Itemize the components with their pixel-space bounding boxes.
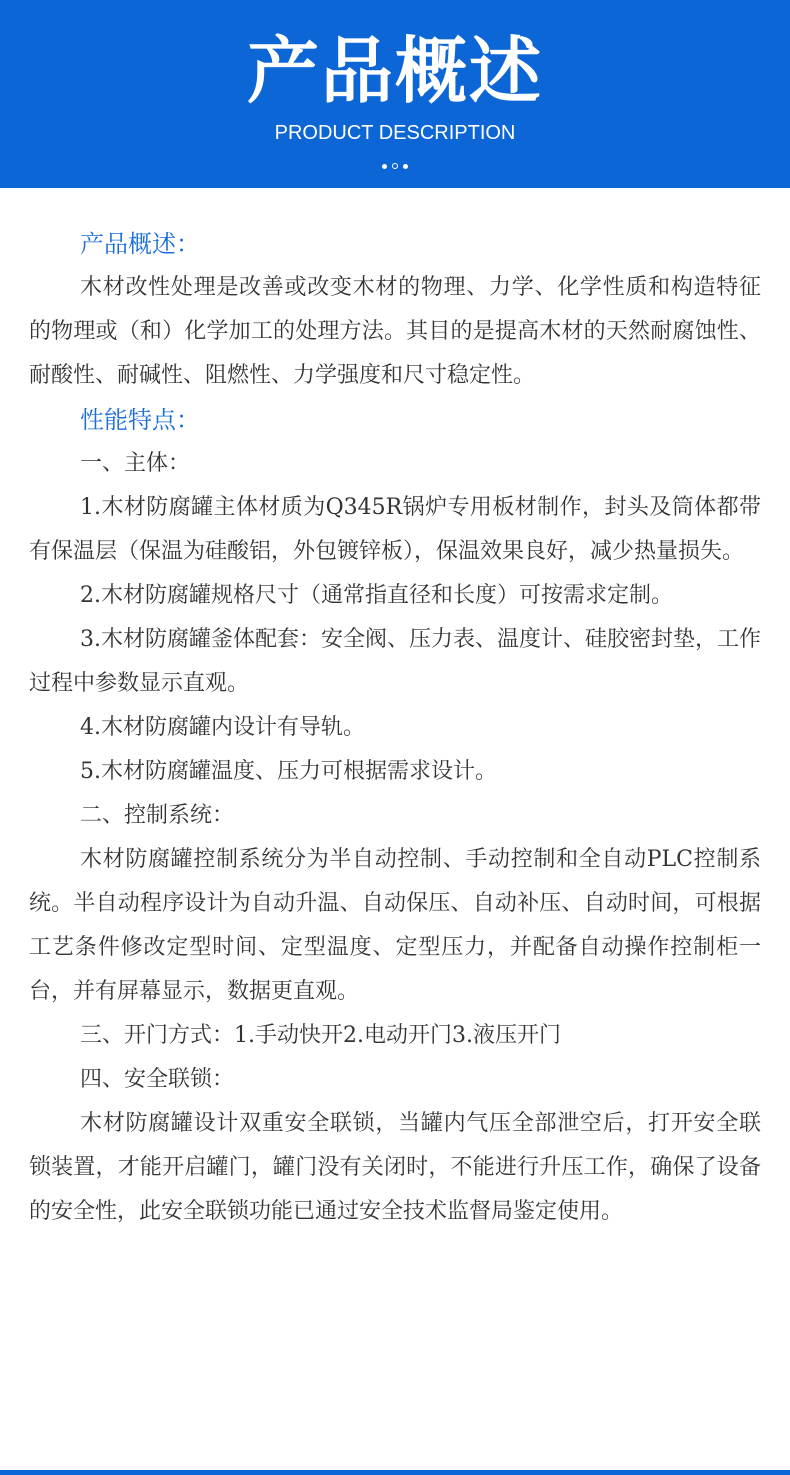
feature-item-1: 1.木材防腐罐主体材质为Q345R锅炉专用板材制作，封头及筒体都带有保温层（保温为硅酸铝，外包镀锌板），保温效果良好，减少热量损失。	[29, 495, 761, 564]
safety-interlock-text: 木材防腐罐设计双重安全联锁，当罐内气压全部泄空后，打开安全联锁装置，才能开启罐门，罐门没有关闭时，不能进行升压工作，确保了设备的安全性，此安全联锁功能已通过安全技术监督局鉴定使用。	[29, 1111, 761, 1224]
main-body-title: 一、主体：	[80, 451, 191, 476]
dot-icon	[403, 164, 408, 169]
bottom-divider	[0, 1470, 790, 1475]
header-banner	[0, 0, 790, 188]
feature-item-5: 5.木材防腐罐温度、压力可根据需求设计。	[80, 759, 497, 784]
features-heading: 性能特点：	[80, 406, 200, 434]
control-system-title: 二、控制系统：	[80, 803, 235, 828]
dot-icon	[382, 164, 387, 169]
feature-item-3: 3.木材防腐罐釜体配套：安全阀、压力表、温度计、硅胶密封垫，工作过程中参数显示直观。	[29, 627, 761, 696]
banner-subtitle: PRODUCT DESCRIPTION	[274, 122, 516, 144]
control-system-text: 木材防腐罐控制系统分为半自动控制、手动控制和全自动PLC控制系统。半自动程序设计为自动升温、自动保压、自动补压、自动时间，可根据工艺条件修改定型时间、定型温度、定型压力，并配备自动操作控制柜一台，并有屏幕显示，数据更直观。	[29, 847, 761, 1004]
door-method-text: 三、开门方式：1.手动快开2.电动开门3.液压开门	[80, 1023, 561, 1048]
feature-item-4: 4.木材防腐罐内设计有导轨。	[80, 715, 365, 740]
overview-paragraph: 木材改性处理是改善或改变木材的物理、力学、化学性质和构造特征的物理或（和）化学加工的处理方法。其目的是提高木材的天然耐腐蚀性、耐酸性、耐碱性、阻燃性、力学强度和尺寸稳定性。	[29, 275, 761, 388]
content-body	[29, 222, 761, 1234]
dots-decoration	[0, 161, 790, 171]
banner-title: 产品概述	[246, 29, 543, 113]
feature-item-2: 2.木材防腐罐规格尺寸（通常指直径和长度）可按需求定制。	[80, 583, 673, 608]
overview-heading: 产品概述：	[80, 230, 200, 258]
safety-interlock-title: 四、安全联锁：	[80, 1067, 235, 1092]
hollow-dot-icon	[392, 163, 398, 169]
